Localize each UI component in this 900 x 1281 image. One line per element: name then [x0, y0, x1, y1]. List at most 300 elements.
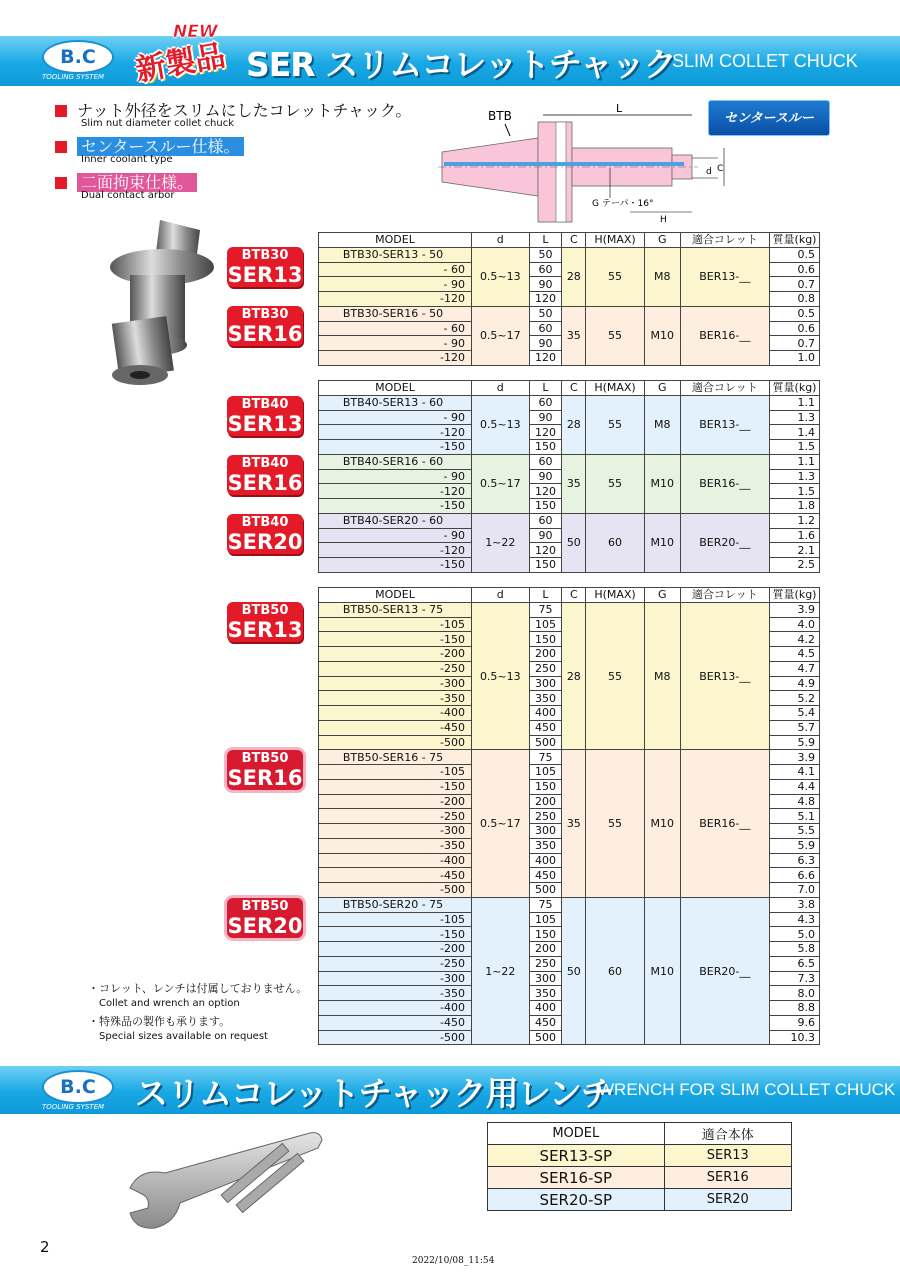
column-header: G [644, 233, 680, 248]
model-cell: -350 [319, 838, 472, 853]
model-cell: -300 [319, 676, 472, 691]
weight-cell: 4.8 [770, 794, 820, 809]
table-header-row [319, 588, 820, 603]
column-header: 質量(kg) [770, 381, 820, 396]
model-cell: -200 [319, 647, 472, 662]
tag-arbor: BTB40 [241, 515, 289, 530]
length-cell: 75 [529, 602, 562, 617]
c-cell: 28 [562, 247, 586, 306]
length-cell: 120 [529, 543, 562, 558]
model-cell: -150 [319, 558, 472, 573]
model-cell: - 90 [319, 410, 472, 425]
weight-cell: 4.4 [770, 779, 820, 794]
page-title: SER スリムコレットチャック [246, 45, 676, 84]
weight-cell: 6.6 [770, 868, 820, 883]
dim-C: C [717, 164, 724, 174]
c-cell: 35 [562, 306, 586, 365]
weight-cell: 1.8 [770, 499, 820, 514]
length-cell: 90 [529, 528, 562, 543]
h-cell: 60 [586, 897, 644, 1045]
tag-arbor: BTB50 [241, 751, 289, 766]
weight-cell: 1.3 [770, 469, 820, 484]
model-tag-btb40-ser13 [227, 396, 303, 436]
tag-series: SER16 [227, 322, 303, 346]
model-cell: -300 [319, 971, 472, 986]
weight-cell: 0.6 [770, 321, 820, 336]
tag-arbor: BTB30 [241, 248, 289, 263]
model-tag-btb50-ser13 [227, 602, 303, 642]
weight-cell: 9.6 [770, 1015, 820, 1030]
weight-cell: 7.3 [770, 971, 820, 986]
bullet-icon [55, 105, 67, 117]
collet-cell: BER13-__ [680, 602, 769, 750]
column-header: H(MAX) [586, 588, 644, 603]
wrench-row [488, 1189, 792, 1211]
weight-cell: 5.0 [770, 927, 820, 942]
tag-arbor: BTB40 [241, 456, 289, 471]
model-cell: -200 [319, 794, 472, 809]
dim-G: G [592, 199, 599, 209]
length-cell: 500 [529, 735, 562, 750]
weight-cell: 0.5 [770, 306, 820, 321]
length-cell: 350 [529, 691, 562, 706]
weight-cell: 1.1 [770, 395, 820, 410]
bullet-icon [55, 141, 67, 153]
model-cell: -120 [319, 543, 472, 558]
tag-series: SER13 [227, 412, 303, 436]
column-header: 適合コレット [680, 381, 769, 396]
model-tag-btb30-ser16 [227, 306, 303, 346]
length-cell: 500 [529, 883, 562, 898]
weight-cell: 6.3 [770, 853, 820, 868]
weight-cell: 3.8 [770, 897, 820, 912]
column-header: C [562, 233, 586, 248]
wrench-title: スリムコレットチャック用レンチ [135, 1074, 613, 1113]
model-cell: BTB50-SER20 - 75 [319, 897, 472, 912]
tag-series: SER20 [227, 914, 303, 938]
length-cell: 450 [529, 1015, 562, 1030]
g-cell: M10 [644, 513, 680, 572]
length-cell: 250 [529, 809, 562, 824]
length-cell: 150 [529, 558, 562, 573]
wrench-body-cell: SER20 [664, 1189, 791, 1211]
note-2-text: ・特殊品の製作も承ります。 [88, 1015, 231, 1028]
weight-cell: 1.3 [770, 410, 820, 425]
length-cell: 105 [529, 765, 562, 780]
table-header-row [319, 233, 820, 248]
model-cell: -450 [319, 720, 472, 735]
weight-cell: 4.9 [770, 676, 820, 691]
note-2 [88, 1013, 268, 1042]
model-cell: - 60 [319, 321, 472, 336]
model-cell: -120 [319, 484, 472, 499]
wrench-body-cell: SER16 [664, 1167, 791, 1189]
model-tag-btb50-ser20 [227, 898, 303, 938]
length-cell: 200 [529, 794, 562, 809]
length-cell: 350 [529, 838, 562, 853]
model-cell: BTB30-SER16 - 50 [319, 306, 472, 321]
model-cell: -500 [319, 1030, 472, 1045]
bc-logo [42, 1070, 114, 1112]
column-header: L [529, 233, 562, 248]
c-cell: 28 [562, 395, 586, 454]
length-cell: 350 [529, 986, 562, 1001]
weight-cell: 6.5 [770, 956, 820, 971]
bullet-icon [55, 177, 67, 189]
length-cell: 400 [529, 1001, 562, 1016]
collet-cell: BER13-__ [680, 395, 769, 454]
weight-cell: 5.2 [770, 691, 820, 706]
length-cell: 105 [529, 912, 562, 927]
column-header: H(MAX) [586, 233, 644, 248]
chuck-dimension-diagram [430, 100, 730, 225]
model-cell: - 90 [319, 277, 472, 292]
length-cell: 60 [529, 321, 562, 336]
model-cell: BTB30-SER13 - 50 [319, 247, 472, 262]
column-header: 質量(kg) [770, 233, 820, 248]
logo-text: B.C [42, 40, 114, 74]
column-header: MODEL [319, 588, 472, 603]
model-cell: -150 [319, 499, 472, 514]
table-row [319, 602, 820, 617]
model-cell: - 90 [319, 528, 472, 543]
model-cell: -150 [319, 779, 472, 794]
h-cell: 55 [586, 602, 644, 750]
diameter-cell: 0.5~13 [472, 602, 530, 750]
c-cell: 50 [562, 897, 586, 1045]
length-cell: 150 [529, 927, 562, 942]
weight-cell: 8.8 [770, 1001, 820, 1016]
model-cell: -120 [319, 351, 472, 366]
table-row [319, 897, 820, 912]
length-cell: 50 [529, 306, 562, 321]
model-cell: -350 [319, 986, 472, 1001]
length-cell: 250 [529, 956, 562, 971]
model-cell: -250 [319, 661, 472, 676]
dim-H: H [660, 215, 667, 225]
model-cell: -400 [319, 853, 472, 868]
dim-taper: テーパ・16° [602, 199, 654, 209]
model-cell: - 90 [319, 336, 472, 351]
tag-arbor: BTB50 [241, 603, 289, 618]
weight-cell: 3.9 [770, 602, 820, 617]
length-cell: 120 [529, 292, 562, 307]
feature-1 [55, 98, 412, 129]
h-cell: 55 [586, 247, 644, 306]
weight-cell: 5.7 [770, 720, 820, 735]
weight-cell: 4.7 [770, 661, 820, 676]
model-tag-btb40-ser16 [227, 455, 303, 495]
model-cell: - 60 [319, 262, 472, 277]
feature-2-en: Inner coolant type [81, 154, 173, 165]
length-cell: 300 [529, 971, 562, 986]
g-cell: M8 [644, 395, 680, 454]
length-cell: 300 [529, 824, 562, 839]
c-cell: 35 [562, 750, 586, 898]
wrench-model-cell: SER16-SP [488, 1167, 665, 1189]
length-cell: 50 [529, 247, 562, 262]
wrench-header-banner [0, 1066, 900, 1114]
length-cell: 150 [529, 779, 562, 794]
collet-cell: BER16-__ [680, 454, 769, 513]
wrench-model-cell: SER13-SP [488, 1145, 665, 1167]
weight-cell: 0.5 [770, 247, 820, 262]
model-cell: -200 [319, 942, 472, 957]
g-cell: M8 [644, 247, 680, 306]
table-row [319, 247, 820, 262]
model-cell: -150 [319, 927, 472, 942]
logo-subtitle: TOOLING SYSTEM [42, 1103, 105, 1111]
spec-table-btb30 [318, 232, 820, 366]
diameter-cell: 1~22 [472, 897, 530, 1045]
new-product-label: 新製品 [133, 38, 228, 89]
column-header: G [644, 588, 680, 603]
g-cell: M10 [644, 306, 680, 365]
model-cell: -400 [319, 706, 472, 721]
table-row [319, 454, 820, 469]
model-cell: -250 [319, 956, 472, 971]
wrench-row [488, 1167, 792, 1189]
weight-cell: 5.4 [770, 706, 820, 721]
length-cell: 200 [529, 942, 562, 957]
column-header: MODEL [319, 233, 472, 248]
wrench-col-model: MODEL [488, 1123, 665, 1145]
length-cell: 150 [529, 499, 562, 514]
model-cell: BTB40-SER13 - 60 [319, 395, 472, 410]
dim-btb: BTB [488, 109, 512, 123]
tag-series: SER20 [227, 530, 303, 554]
wrench-product-image [120, 1128, 340, 1238]
length-cell: 90 [529, 469, 562, 484]
wrench-title-en: WRENCH FOR SLIM COLLET CHUCK [598, 1080, 896, 1099]
model-cell: -450 [319, 1015, 472, 1030]
model-cell: -500 [319, 883, 472, 898]
length-cell: 105 [529, 617, 562, 632]
tag-series: SER16 [227, 471, 303, 495]
model-tag-btb30-ser13 [227, 247, 303, 287]
weight-cell: 1.4 [770, 425, 820, 440]
table-row [319, 513, 820, 528]
model-cell: -500 [319, 735, 472, 750]
model-tag-btb40-ser20 [227, 514, 303, 554]
weight-cell: 1.0 [770, 351, 820, 366]
note-1-en: Collet and wrench an option [99, 998, 240, 1009]
column-header: d [472, 233, 530, 248]
weight-cell: 2.5 [770, 558, 820, 573]
feature-3-text: 二面拘束仕様。 [77, 173, 197, 192]
logo-text: B.C [42, 1070, 114, 1104]
column-header: C [562, 381, 586, 396]
model-cell: -120 [319, 292, 472, 307]
weight-cell: 5.8 [770, 942, 820, 957]
length-cell: 75 [529, 897, 562, 912]
g-cell: M8 [644, 602, 680, 750]
diameter-cell: 0.5~13 [472, 247, 530, 306]
feature-3-en: Dual contact arbor [81, 190, 175, 201]
model-cell: -150 [319, 440, 472, 455]
weight-cell: 5.9 [770, 838, 820, 853]
column-header: 適合コレット [680, 233, 769, 248]
collet-cell: BER13-__ [680, 247, 769, 306]
length-cell: 60 [529, 454, 562, 469]
length-cell: 120 [529, 484, 562, 499]
column-header: H(MAX) [586, 381, 644, 396]
length-cell: 300 [529, 676, 562, 691]
note-2-en: Special sizes available on request [99, 1031, 268, 1042]
length-cell: 90 [529, 336, 562, 351]
weight-cell: 1.5 [770, 440, 820, 455]
weight-cell: 7.0 [770, 883, 820, 898]
table-row [319, 750, 820, 765]
model-cell: -105 [319, 765, 472, 780]
weight-cell: 4.0 [770, 617, 820, 632]
h-cell: 55 [586, 750, 644, 898]
collet-cell: BER16-__ [680, 306, 769, 365]
model-cell: -120 [319, 425, 472, 440]
weight-cell: 4.3 [770, 912, 820, 927]
weight-cell: 10.3 [770, 1030, 820, 1045]
model-cell: BTB40-SER20 - 60 [319, 513, 472, 528]
length-cell: 450 [529, 868, 562, 883]
diameter-cell: 0.5~17 [472, 454, 530, 513]
feature-2-text: センタースルー仕様。 [77, 137, 244, 156]
weight-cell: 8.0 [770, 986, 820, 1001]
column-header: L [529, 588, 562, 603]
model-cell: -150 [319, 632, 472, 647]
length-cell: 120 [529, 351, 562, 366]
weight-cell: 0.7 [770, 336, 820, 351]
g-cell: M10 [644, 454, 680, 513]
feature-1-en: Slim nut diameter collet chuck [81, 118, 234, 129]
column-header: 質量(kg) [770, 588, 820, 603]
tag-arbor: BTB30 [241, 307, 289, 322]
length-cell: 200 [529, 647, 562, 662]
column-header: G [644, 381, 680, 396]
table-row [319, 306, 820, 321]
model-cell: BTB50-SER13 - 75 [319, 602, 472, 617]
spec-table-btb40 [318, 380, 820, 573]
length-cell: 500 [529, 1030, 562, 1045]
tag-series: SER13 [227, 263, 303, 287]
diameter-cell: 0.5~17 [472, 750, 530, 898]
tag-arbor: BTB50 [241, 899, 289, 914]
length-cell: 250 [529, 661, 562, 676]
wrench-col-body: 適合本体 [664, 1123, 791, 1145]
model-cell: -350 [319, 691, 472, 706]
table-header-row [319, 381, 820, 396]
column-header: C [562, 588, 586, 603]
weight-cell: 4.1 [770, 765, 820, 780]
model-tag-btb50-ser16 [227, 750, 303, 790]
tag-series: SER13 [227, 618, 303, 642]
length-cell: 75 [529, 750, 562, 765]
h-cell: 55 [586, 454, 644, 513]
c-cell: 35 [562, 454, 586, 513]
wrench-model-cell: SER20-SP [488, 1189, 665, 1211]
chuck-product-image [100, 215, 215, 385]
column-header: MODEL [319, 381, 472, 396]
weight-cell: 4.2 [770, 632, 820, 647]
length-cell: 60 [529, 262, 562, 277]
feature-1-text: ナット外径をスリムにしたコレットチャック。 [77, 101, 412, 120]
model-cell: -105 [319, 912, 472, 927]
weight-cell: 5.5 [770, 824, 820, 839]
weight-cell: 0.7 [770, 277, 820, 292]
column-header: 適合コレット [680, 588, 769, 603]
length-cell: 150 [529, 632, 562, 647]
bc-logo [42, 40, 114, 82]
collet-cell: BER20-__ [680, 513, 769, 572]
collet-cell: BER16-__ [680, 750, 769, 898]
note-1 [88, 980, 307, 1009]
new-label: NEW [173, 22, 218, 42]
diameter-cell: 1~22 [472, 513, 530, 572]
h-cell: 55 [586, 306, 644, 365]
dim-d: d [706, 167, 712, 177]
length-cell: 90 [529, 277, 562, 292]
spec-table-btb50 [318, 587, 820, 1045]
model-cell: -300 [319, 824, 472, 839]
length-cell: 400 [529, 706, 562, 721]
weight-cell: 1.5 [770, 484, 820, 499]
model-cell: -250 [319, 809, 472, 824]
model-cell: -105 [319, 617, 472, 632]
weight-cell: 3.9 [770, 750, 820, 765]
length-cell: 90 [529, 410, 562, 425]
length-cell: 150 [529, 440, 562, 455]
weight-cell: 1.2 [770, 513, 820, 528]
logo-subtitle: TOOLING SYSTEM [42, 73, 105, 81]
weight-cell: 0.8 [770, 292, 820, 307]
weight-cell: 0.6 [770, 262, 820, 277]
length-cell: 400 [529, 853, 562, 868]
c-cell: 50 [562, 513, 586, 572]
g-cell: M10 [644, 897, 680, 1045]
column-header: L [529, 381, 562, 396]
model-cell: -450 [319, 868, 472, 883]
model-cell: BTB40-SER16 - 60 [319, 454, 472, 469]
wrench-row [488, 1145, 792, 1167]
tag-series: SER16 [227, 766, 303, 790]
length-cell: 120 [529, 425, 562, 440]
weight-cell: 1.6 [770, 528, 820, 543]
wrench-table [487, 1122, 792, 1211]
diameter-cell: 0.5~17 [472, 306, 530, 365]
model-cell: BTB50-SER16 - 75 [319, 750, 472, 765]
page-number: 2 [40, 1238, 50, 1256]
weight-cell: 4.5 [770, 647, 820, 662]
column-header: d [472, 588, 530, 603]
h-cell: 60 [586, 513, 644, 572]
weight-cell: 5.1 [770, 809, 820, 824]
dim-L: L [616, 102, 623, 115]
weight-cell: 5.9 [770, 735, 820, 750]
table-row [319, 395, 820, 410]
page-title-en: SLIM COLLET CHUCK [672, 51, 858, 71]
g-cell: M10 [644, 750, 680, 898]
h-cell: 55 [586, 395, 644, 454]
c-cell: 28 [562, 602, 586, 750]
collet-cell: BER20-__ [680, 897, 769, 1045]
wrench-body-cell: SER13 [664, 1145, 791, 1167]
timestamp: 2022/10/08_11:54 [412, 1256, 495, 1266]
model-cell: -400 [319, 1001, 472, 1016]
weight-cell: 2.1 [770, 543, 820, 558]
tag-arbor: BTB40 [241, 397, 289, 412]
feature-3 [55, 170, 197, 201]
length-cell: 450 [529, 720, 562, 735]
weight-cell: 1.1 [770, 454, 820, 469]
